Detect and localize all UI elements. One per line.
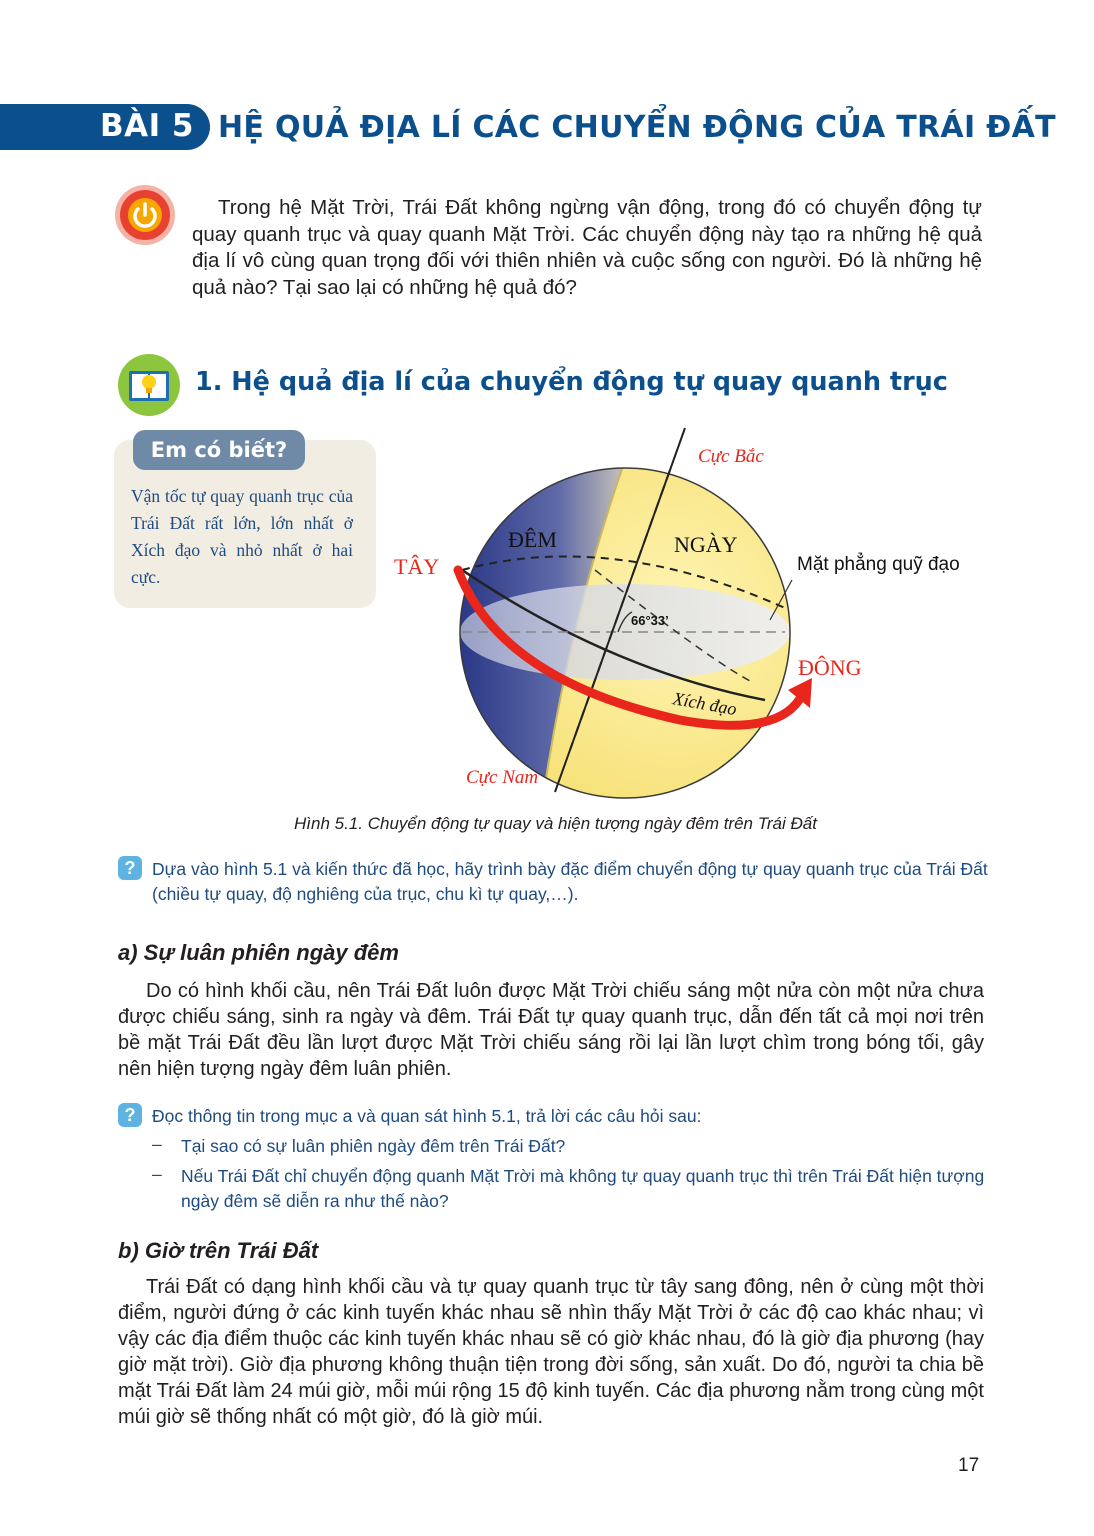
west-label: TÂY xyxy=(394,554,440,579)
north-pole-label: Cực Bắc xyxy=(698,446,764,467)
bullet-dash: – xyxy=(152,1164,162,1184)
equator-label: Xích đạo xyxy=(671,688,739,720)
part-b-heading: b) Giờ trên Trái Đất xyxy=(118,1238,319,1263)
east-label: ĐÔNG xyxy=(798,655,862,680)
bullet-dash: – xyxy=(152,1134,162,1154)
part-b-text: Trái Đất có dạng hình khối cầu và tự quay quanh trục từ tây sang đông, nên ở cùng một thời điểm, người đứng ở các kinh tuyến khác nhau sẽ nhìn thấy Mặt Trời ở các độ cao khác nhau; vì vậy các địa điểm thuộc các kinh tuyến khác nhau sẽ có giờ khác nhau, đó là giờ địa phương (hay giờ mặt trời). Giờ địa phương không thuận tiện trong đời sống, sản xuất. Do đó, người ta chia bề mặt Trái Đất làm 24 múi giờ, mỗi múi rộng 15 độ kinh tuyến. Các địa phương nằm trong cùng một múi giờ sẽ thống nhất có một giờ, đó là giờ múi. xyxy=(118,1276,984,1428)
day-label: NGÀY xyxy=(674,532,738,557)
question-icon: ? xyxy=(118,856,142,880)
question-list-item: Tại sao có sự luân phiên ngày đêm trên Trái Đất? xyxy=(181,1136,566,1156)
book-lightbulb-icon xyxy=(117,353,181,417)
question-icon: ? xyxy=(118,1103,142,1127)
intro-paragraph: Trong hệ Mặt Trời, Trái Đất không ngừng vận động, trong đó có chuyển động tự quay quanh trục và quay quanh Mặt Trời. Các chuyển động này tạo ra những hệ quả địa lí vô cùng quan trọng đối với thiên nhiên và cuộc sống con người. Đó là những hệ quả nào? Tại sao lại có những hệ quả đó? xyxy=(192,196,982,299)
orbital-plane-label: Mặt phẳng quỹ đạo xyxy=(797,554,960,575)
lesson-title: HỆ QUẢ ĐỊA LÍ CÁC CHUYỂN ĐỘNG CỦA TRÁI ĐẤT xyxy=(218,110,1056,145)
lesson-label: BÀI 5 xyxy=(99,108,194,144)
night-label: ĐÊM xyxy=(508,527,557,552)
question-list-item: Nếu Trái Đất chỉ chuyển động quanh Mặt Trời mà không tự quay quanh trục thì trên Trái Đất hiện tượng ngày đêm sẽ diễn ra như thế nào? xyxy=(181,1166,985,1211)
earth-rotation-figure xyxy=(380,420,1000,800)
lesson-badge xyxy=(0,104,210,150)
question-1: Dựa vào hình 5.1 và kiến thức đã học, hãy trình bày đặc điểm chuyển động tự quay quanh trục của Trái Đất (chiều tự quay, độ nghiêng của trục, chu kì tự quay,…). xyxy=(152,859,988,904)
figure-caption: Hình 5.1. Chuyển động tự quay và hiện tượng ngày đêm trên Trái Đất xyxy=(294,814,817,833)
part-a-heading: a) Sự luân phiên ngày đêm xyxy=(118,940,399,965)
did-you-know-text: Vận tốc tự quay quanh trục của Trái Đất rất lớn, lớn nhất ở Xích đạo và nhỏ nhất ở hai cực. xyxy=(131,486,353,587)
south-pole-label: Cực Nam xyxy=(466,767,539,788)
power-icon xyxy=(114,184,176,246)
part-a-text: Do có hình khối cầu, nên Trái Đất luôn được Mặt Trời chiếu sáng một nửa còn một nửa chưa được chiếu sáng, sinh ra ngày và đêm. Trái Đất tự quay quanh trục, dẫn đến tất cả mọi nơi trên bề mặt Trái Đất đều lần lượt được Mặt Trời chiếu sáng rồi lại lần lượt chìm trong bóng tối, gây nên hiện tượng ngày đêm luân phiên. xyxy=(118,980,984,1080)
question-intro: Đọc thông tin trong mục a và quan sát hình 5.1, trả lời các câu hỏi sau: xyxy=(152,1106,702,1126)
page-number: 17 xyxy=(958,1455,980,1476)
did-you-know-title: Em có biết? xyxy=(133,430,305,470)
angle-label: 66°33’ xyxy=(631,613,669,628)
section-title: 1. Hệ quả địa lí của chuyển động tự quay quanh trục xyxy=(195,367,948,397)
